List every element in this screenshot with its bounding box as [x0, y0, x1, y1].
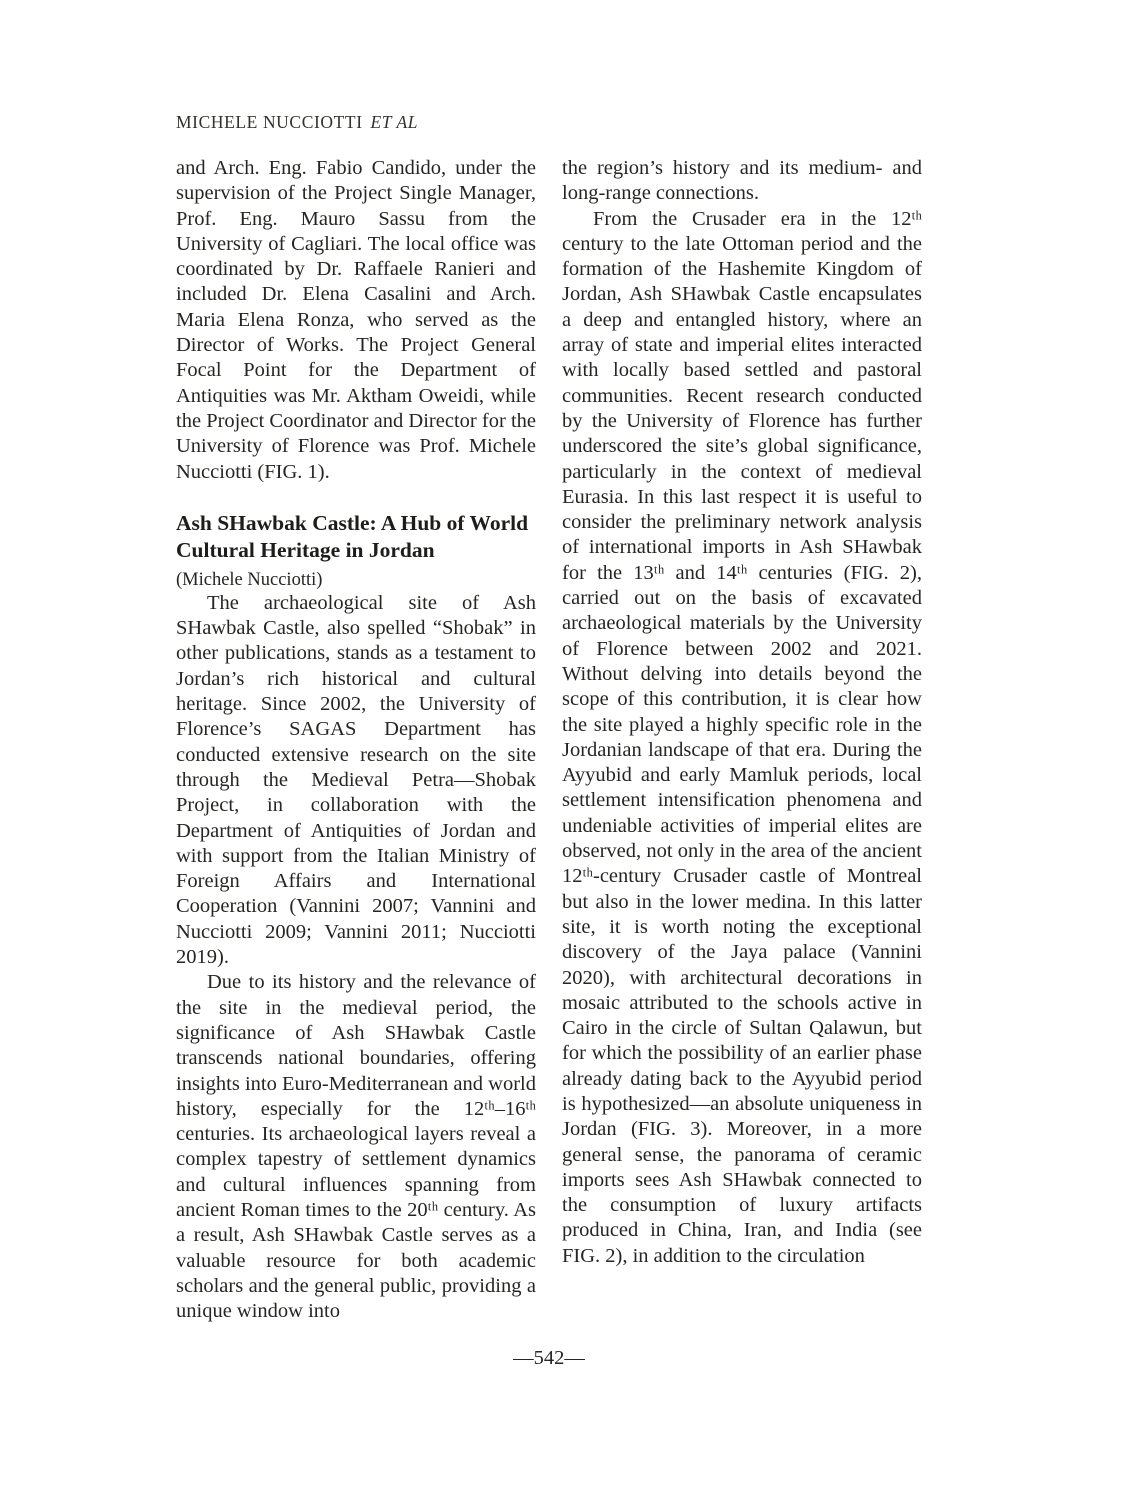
- section-byline: (Michele Nucciotti): [176, 569, 323, 590]
- paragraph: The archaeological site of Ash SHawbak Castle, also spelled “Shobak” in other publications, stands as a testament to Jordan’s rich historical and cultural heritage. Since 2002, the University of Florence’s SAGAS Department has conducted extensive research on the site through the Medieval Petra—Shobak Project, in collaboration with the Department of Antiquities of Jordan and with support from the Italian Ministry of Foreign Affairs and International Cooperation (Vannini 2007; Vannini and Nucciotti 2009; Vannini 2011; Nucciotti 2019).: [176, 591, 536, 969]
- right-column: [562, 156, 922, 1269]
- paragraph: From the Crusader era in the 12ᵗʰ century to the late Ottoman period and the formation of the Hashemite Kingdom of Jordan, Ash SHawbak Castle encapsulates a deep and entangled history, where an array of state and imperial elites interacted with locally based settled and pastoral communities. Recent research conducted by the University of Florence has further underscored the site’s global significance, particularly in the context of medieval Eurasia. In this last respect it is useful to consider the preliminary network analysis of international imports in Ash SHawbak for the 13ᵗʰ and 14ᵗʰ centuries (FIG. 2), carried out on the basis of excavated archaeological materials by the University of Florence between 2002 and 2021. Without delving into details beyond the scope of this contribution, it is clear how the site played a highly specific role in the Jordanian landscape of that era. During the Ayyubid and early Mamluk periods, local settlement intensification phenomena and undeniable activities of imperial elites are observed, not only in the area of the ancient 12ᵗʰ-century Crusader castle of Montreal but also in the lower medina. In this latter site, it is worth noting the exceptional discovery of the Jaya palace (Vannini 2020), with architectural decorations in mosaic attributed to the schools active in Cairo in the circle of Sultan Qalawun, but for which the possibility of an earlier phase already dating back to the Ayyubid period is hypothesized—an absolute uniqueness in Jordan (FIG. 3). Moreover, in a more general sense, the panorama of ceramic imports sees Ash SHawbak connected to the consumption of luxury artifacts produced in China, Iran, and India (see FIG. 2), in addition to the circulation: [562, 207, 922, 1267]
- left-column: [176, 156, 536, 1324]
- running-header-etal: ET AL: [370, 112, 419, 132]
- running-header-authors: MICHELE NUCCIOTTI: [176, 112, 363, 132]
- page-number: —542—: [513, 1347, 585, 1369]
- section-heading: Ash SHawbak Castle: A Hub of World Cultural Heritage in Jordan: [176, 510, 529, 562]
- paragraph: Due to its history and the relevance of the site in the medieval period, the significance of Ash SHawbak Castle transcends national boundaries, offering insights into Euro-Mediterranean and world history, especially for the 12ᵗʰ–16ᵗʰ centuries. Its archaeological layers reveal a complex tapestry of settlement dynamics and cultural influences spanning from ancient Roman times to the 20ᵗʰ century. As a result, Ash SHawbak Castle serves as a valuable resource for both academic scholars and the general public, providing a unique window into: [176, 971, 536, 1323]
- running-header: [176, 112, 418, 133]
- paragraph-continuation-left: and Arch. Eng. Fabio Candido, under the supervision of the Project Single Manager, Prof. Eng. Mauro Sassu from the University of Cagliari. The local office was coordinated by Dr. Raffaele Ranieri and included Dr. Elena Casalini and Arch. Maria Elena Ronza, who served as the Director of Works. The Project General Focal Point for the Department of Antiquities was Mr. Aktham Oweidi, while the Project Coordinator and Director for the University of Florence was Prof. Michele Nucciotti (FIG. 1).: [176, 157, 536, 483]
- paragraph-continuation-right: the region’s history and its medium- and long-range connections.: [562, 157, 922, 205]
- text-columns: [176, 156, 922, 1324]
